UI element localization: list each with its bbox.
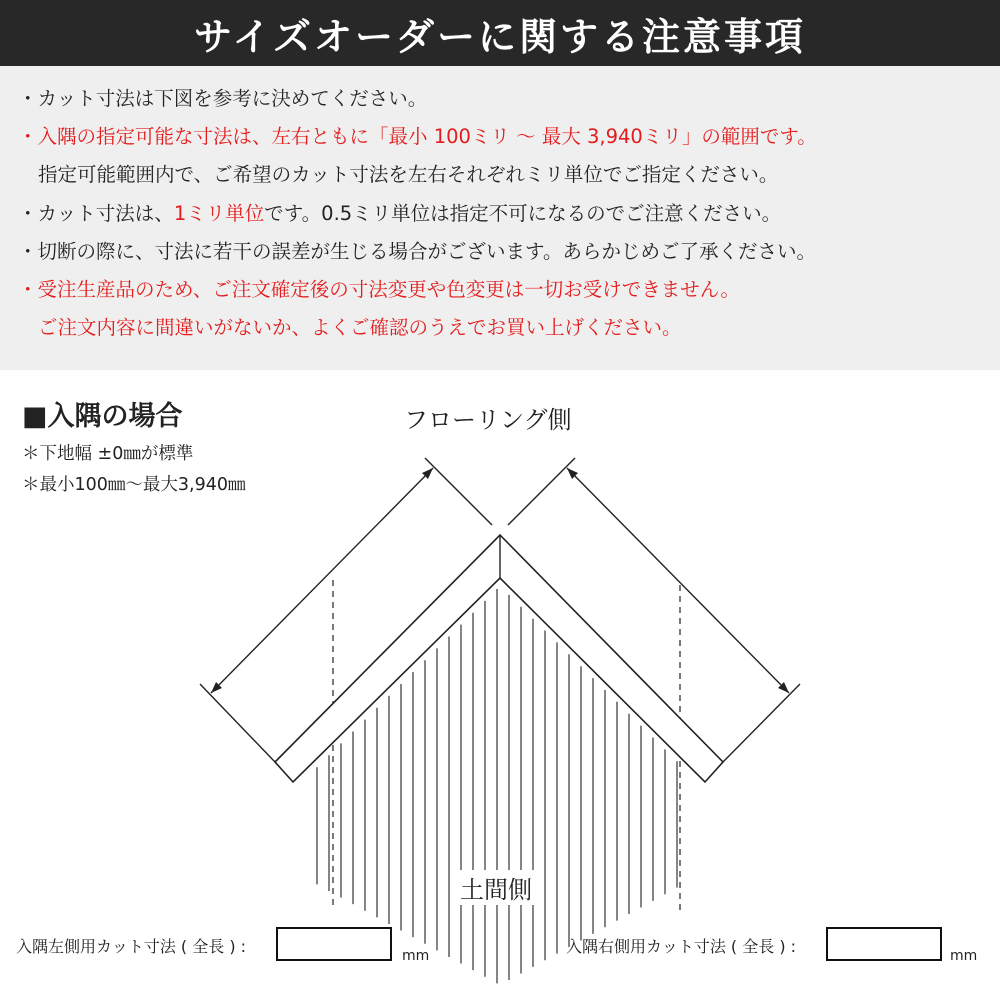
note-item-warning-detail: ご注文内容に間違いがないか、よくご確認のうえでお買い上げください。 [38, 316, 682, 340]
right-cut-label: 入隅右側用カット寸法 ( 全長 ) : [566, 937, 797, 956]
left-cut-input[interactable] [276, 927, 392, 961]
floor-hatching [317, 589, 677, 983]
left-cut-label: 入隅左側用カット寸法 ( 全長 ) : [16, 937, 247, 956]
right-cut-input[interactable] [826, 927, 942, 961]
note-item-warning: ・受注生産品のため、ご注文確定後の寸法変更や色変更は一切お受けできません。 [18, 278, 740, 302]
note-item-range-detail: 指定可能範囲内で、ご希望のカット寸法を左右それぞれミリ単位でご指定ください。 [38, 163, 779, 187]
note-item: ・カット寸法は下図を参考に決めてください。 [18, 87, 428, 110]
note-item: ・切断の際に、寸法に若干の誤差が生じる場合がございます。あらかじめご了承ください。 [18, 239, 816, 263]
note-item-unit [18, 195, 1000, 233]
notes-list [0, 66, 1000, 347]
note-item-range: ・入隅の指定可能な寸法は、左右ともに「最小 100ミリ ～ 最大 3,940ミリ」の範囲です。 [18, 125, 817, 149]
notes-panel [0, 66, 1000, 370]
corner-molding [275, 535, 723, 782]
corner-diagram [0, 370, 1000, 1000]
left-extension-bottom [200, 684, 275, 762]
note-highlight: 1ミリ単位 [173, 201, 265, 225]
page-header [0, 0, 1000, 66]
right-unit-label: mm [950, 948, 978, 964]
note-text: ・カット寸法は、 [18, 201, 174, 225]
note-text: です。0.5ミリ単位は指定不可になるのでご注意ください。 [264, 201, 782, 225]
dirt-floor-side-label: 土間側 [456, 870, 536, 905]
left-extension-top [425, 458, 492, 525]
page-title: サイズオーダーに関する注意事項 [194, 14, 806, 59]
section-note-standard: ＊下地幅 ±0㎜が標準 [22, 444, 194, 464]
right-extension-top [508, 458, 575, 525]
section-note-range: ＊最小100㎜～最大3,940㎜ [22, 475, 246, 495]
left-unit-label: mm [402, 948, 430, 964]
flooring-side-label: フローリング側 [400, 400, 576, 435]
section-title: ■入隅の場合 [22, 401, 183, 432]
right-extension-bottom [723, 684, 800, 762]
